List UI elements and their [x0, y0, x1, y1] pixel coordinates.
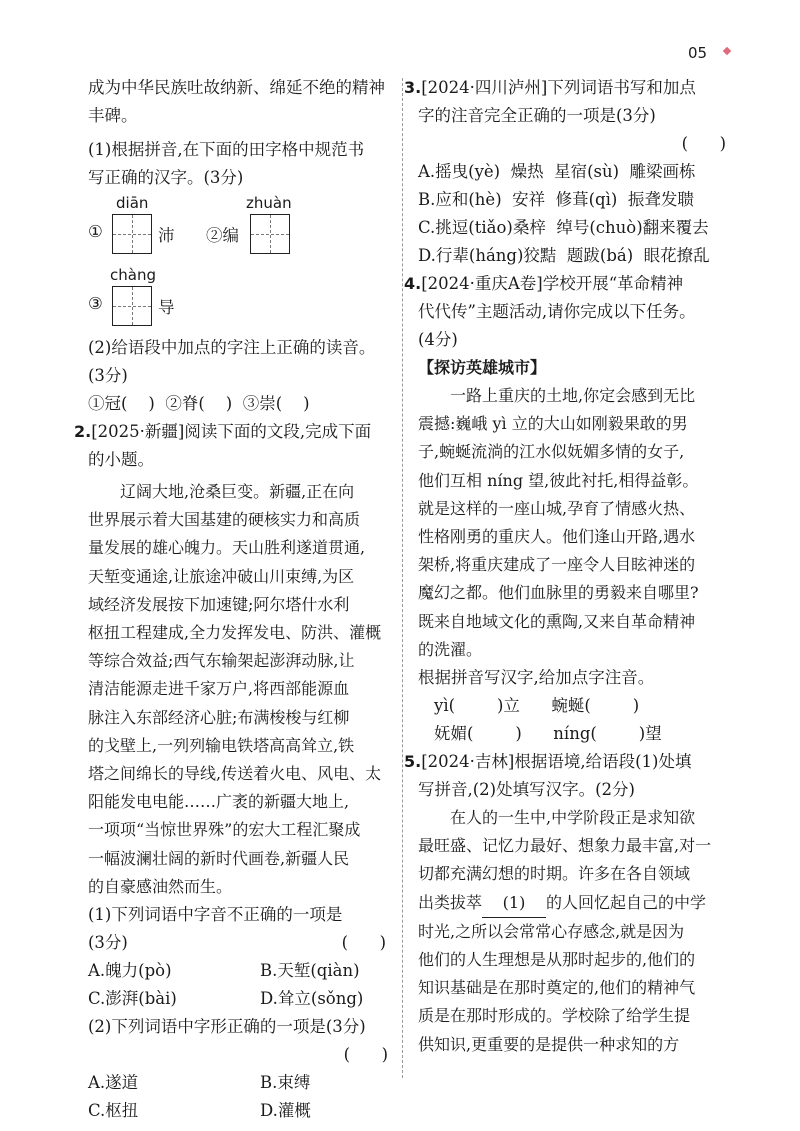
passage-line: 震撼:巍峨 yì 立的大山如刚毅果敢的男: [418, 414, 688, 434]
q2-2-line: (2)下列词语中字形正确的一项是(3分): [88, 1017, 366, 1037]
passage-text: 出类拔萃: [418, 892, 483, 912]
q1-2-line: (2)给语段中加点的字注上正确的读音。: [88, 338, 376, 357]
option-a[interactable]: A.遂道: [88, 1073, 139, 1093]
passage-line: 枢扭工程建成,全力发挥发电、防洪、灌概: [88, 623, 382, 643]
passage-line: 最旺盛、记忆力最好、想象力最丰富,对一: [418, 836, 712, 856]
q3-title-text: [2024·四川泸州]下列词语书写和加点: [421, 78, 696, 97]
passage-line: 世界展示着大国基建的硬核实力和高质: [88, 510, 361, 530]
passage-line: 供知识,更重要的是提供一种求知的方: [418, 1034, 680, 1054]
grid-row-1: [88, 192, 392, 262]
passage-line: 量发展的雄心魄力。天山胜利遂道贯通,: [88, 538, 366, 558]
diamond-icon: [723, 47, 731, 55]
passage-line: 天堑变通途,让旅途冲破山川束缚,为区: [88, 566, 355, 586]
q2-1-score: (3分): [88, 933, 128, 953]
writing-grid-2[interactable]: [250, 214, 290, 254]
q1-1-line: (1)根据拼音,在下面的田字格中规范书: [88, 140, 365, 159]
grid-row-2: [88, 262, 392, 334]
option-b[interactable]: B.应和(hè) 安祥 修葺(qì) 振聋发聩: [418, 190, 694, 209]
passage-line: [418, 889, 734, 918]
passage-line: 塔之间绵长的导线,传送着火电、风电、太: [88, 764, 382, 784]
passage-line: 既来自地域文化的熏陶,又来自革命精神: [418, 611, 696, 631]
passage-line: 一项项“当惊世界殊”的宏大工程汇聚成: [88, 820, 361, 840]
grid-char: 导: [158, 298, 175, 317]
grid-num: ①: [88, 222, 103, 241]
q2-number: 2.: [74, 422, 92, 441]
q2-title: [74, 418, 392, 446]
q2-title-text: [2025·新疆]阅读下面的文段,完成下面: [91, 422, 372, 441]
passage-line: 脉注入东部经济心脏;布满梭梭与红柳: [88, 707, 350, 727]
grid-num: ③: [88, 294, 103, 313]
option-c[interactable]: C.枢扭: [88, 1101, 139, 1121]
q2-1-options: [88, 957, 392, 985]
q1-2-line: (3分): [88, 366, 128, 385]
passage-line: 的自豪感油然而生。: [88, 876, 233, 896]
option-a[interactable]: A.摇曳(yè) 燥热 星宿(sù) 雕梁画栋: [418, 162, 696, 181]
writing-grid-1[interactable]: [112, 214, 152, 254]
answer-paren[interactable]: ( ): [343, 1045, 388, 1065]
answer-paren[interactable]: ( ): [681, 134, 726, 153]
pinyin-zhuan: zhuàn: [246, 194, 292, 212]
q3-number: 3.: [404, 78, 422, 97]
passage-line: 魔幻之都。他们血脉里的勇毅来自哪里?: [418, 583, 699, 603]
q3-title: [404, 74, 734, 102]
q2-1-line: (1)下列词语中字音不正确的一项是: [88, 905, 343, 925]
q4-answer-row[interactable]: yì( )立 蜿蜒( ): [434, 696, 640, 716]
passage-line: 域经济发展按下加速键;阿尔塔什水利: [88, 594, 350, 614]
passage-text: 的人回忆起自己的中学: [546, 892, 707, 912]
passage-line: 他们互相 níng 望,彼此衬托,相得益彰。: [418, 470, 699, 490]
column-divider: [402, 78, 403, 1078]
passage-line: 等综合效益;西气东输架起澎湃动脉,让: [88, 651, 355, 671]
passage-line: 辽阔大地,沧桑巨变。新疆,正在向: [120, 482, 355, 501]
q4-title: [404, 270, 734, 298]
pinyin-chang: chàng: [110, 266, 156, 284]
right-column: [404, 74, 734, 1059]
passage-line: 清洁能源走进千家万户,将西部能源血: [88, 679, 350, 699]
q4-title-line: (4分): [418, 330, 458, 349]
q5-number: 5.: [404, 752, 422, 772]
q4-title-line: 代代传”主题活动,请你完成以下任务。: [418, 302, 696, 321]
passage-line: 就是这样的一座山城,孕育了情感火热、: [418, 498, 696, 518]
passage-line: 他们的人生理想是从那时起步的,他们的: [418, 950, 696, 970]
writing-grid-3[interactable]: [112, 286, 152, 326]
option-c[interactable]: C.澎湃(bài): [88, 989, 177, 1009]
intro-line: 丰碑。: [88, 106, 138, 125]
q2-title-line: 的小题。: [88, 450, 154, 469]
intro-line: 成为中华民族吐故纳新、绵延不绝的精神: [88, 78, 385, 97]
q5-passage: [418, 804, 734, 1059]
fill-blank-1[interactable]: (1): [482, 889, 546, 918]
pinyin-dian: diān: [116, 194, 149, 212]
q4-task: 根据拼音写汉字,给加点字注音。: [418, 668, 655, 688]
passage-line: 的戈壁上,一列列输电铁塔高高耸立,铁: [88, 735, 355, 755]
option-d[interactable]: D.灌概: [260, 1101, 311, 1121]
option-d[interactable]: D.耸立(sǒng): [260, 989, 364, 1009]
q2-2-options: [88, 1097, 392, 1125]
q2-1-line: [88, 929, 392, 957]
q2-2-options: [88, 1069, 392, 1097]
passage-line: 切都充满幻想的时期。许多在各自领域: [418, 864, 691, 884]
q5-title: [404, 748, 734, 776]
q2-passage: [88, 478, 392, 901]
grid-num: ②编: [206, 226, 239, 245]
passage-line: 质是在那时形成的。学校除了给学生提: [418, 1006, 691, 1026]
q5-title-text: [2024·吉林]根据语境,给语段(1)处填: [421, 752, 692, 772]
option-c[interactable]: C.挑逗(tiǎo)桑梓 绰号(chuò)翻来覆去: [418, 218, 709, 237]
passage-line: 子,蜿蜒流淌的江水似妩媚多情的女子,: [418, 442, 685, 462]
answer-paren[interactable]: ( ): [341, 933, 386, 953]
passage-line: 一路上重庆的土地,你定会感到无比: [450, 386, 696, 405]
option-b[interactable]: B.天堑(qiàn): [260, 961, 360, 981]
q4-passage: [418, 382, 734, 664]
option-b[interactable]: B.束缚: [260, 1073, 311, 1093]
left-column: [74, 74, 392, 1125]
q1-1-line: 写正确的汉字。(3分): [88, 168, 244, 187]
q5-title-line: 写拼音,(2)处填写汉字。(2分): [418, 780, 635, 800]
passage-line: 阳能发电电能……广袤的新疆大地上,: [88, 792, 350, 812]
passage-line: 知识基础是在那时奠定的,他们的精神气: [418, 978, 696, 998]
passage-line: 在人的一生中,中学阶段正是求知欲: [450, 808, 696, 828]
section-heading: 【探访英雄城市】: [418, 358, 547, 377]
q4-answer-row[interactable]: 妩媚( ) níng( )望: [434, 724, 662, 744]
page-number: 05: [688, 44, 707, 62]
passage-line: 时光,之所以会常常心存感念,就是因为: [418, 921, 685, 941]
q4-number: 4.: [404, 274, 422, 293]
passage-line: 一幅波澜壮阔的新时代画卷,新疆人民: [88, 848, 350, 868]
grid-char: 沛: [158, 226, 175, 245]
option-a[interactable]: A.魄力(pò): [88, 961, 172, 981]
q3-title-line: 字的注音完全正确的一项是(3分): [418, 106, 656, 125]
q1-2-items: ①冠( ) ②脊( ) ③崇( ): [88, 394, 310, 413]
q4-title-text: [2024·重庆A卷]学校开展“革命精神: [421, 274, 684, 293]
q2-1-options: [88, 985, 392, 1013]
passage-line: 性格刚勇的重庆人。他们逢山开路,遇水: [418, 527, 696, 547]
passage-line: 的洗濯。: [418, 639, 483, 659]
option-d[interactable]: D.行辈(háng)狡黠 题跋(bá) 眼花撩乱: [418, 246, 710, 265]
passage-line: 架桥,将重庆建成了一座令人目眩神迷的: [418, 555, 696, 575]
